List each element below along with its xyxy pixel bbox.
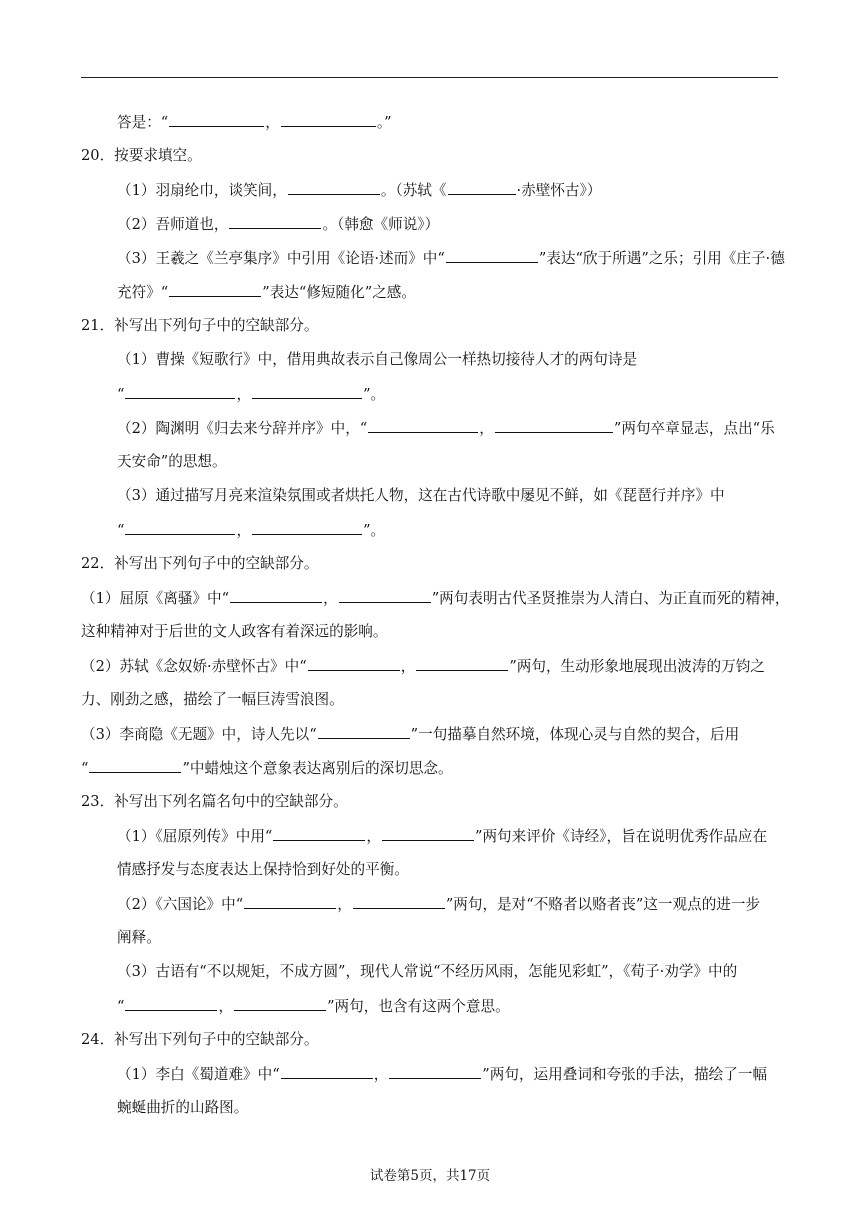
text-line: [81, 622, 387, 642]
text-segment: （1）屈原《离骚》中“: [81, 590, 230, 607]
text-segment: （3）李商隐《无题》中，诗人先以“: [81, 726, 317, 743]
answer-blank[interactable]: [495, 418, 613, 433]
text-line: [81, 690, 344, 710]
text-line: [117, 1098, 248, 1118]
text-line: [117, 248, 785, 269]
text-segment: ，: [400, 658, 416, 675]
text-line: [117, 520, 385, 541]
text-segment: （1）羽扇纶巾，谈笑间，: [117, 182, 287, 199]
text-line: [117, 962, 737, 982]
text-line: [81, 146, 202, 166]
answer-blank[interactable]: [448, 180, 516, 195]
text-segment: ，: [366, 828, 381, 845]
text-segment: 蜿蜒曲折的山路图。: [117, 1099, 249, 1116]
text-segment: ”两句，也含有这两个意思。: [327, 998, 510, 1015]
answer-blank[interactable]: [308, 656, 400, 671]
text-segment: ，: [218, 998, 234, 1015]
answer-blank[interactable]: [125, 520, 235, 535]
answer-blank[interactable]: [382, 826, 474, 841]
text-segment: 答是：“: [117, 114, 169, 131]
answer-blank[interactable]: [446, 248, 538, 263]
text-segment: ·赤壁怀古》）: [516, 182, 602, 199]
text-line: [117, 826, 767, 847]
text-segment: “: [117, 998, 125, 1015]
page-footer: 试卷第5页，共17页: [369, 1168, 491, 1184]
text-segment: （2）陶渊明《归去来兮辞并序》中，“: [117, 420, 368, 437]
text-segment: ”中蜡烛这个意象表达离别后的深切思念。: [182, 760, 453, 777]
text-segment: ”。: [363, 522, 386, 539]
text-segment: ，: [236, 386, 252, 403]
text-segment: ”两句表明古代圣贤推崇为人清白、为正直而死的精神，: [431, 590, 790, 607]
text-line: [117, 894, 760, 915]
text-segment: （2）吾师道也，: [117, 216, 229, 233]
text-segment: ，: [479, 420, 494, 437]
text-segment: （2）《六国论》中“: [117, 896, 244, 913]
text-segment: ”表达“修短随化”之感。: [262, 284, 416, 301]
text-segment: ”两句来评价《诗经》，旨在说明优秀作品应在: [475, 828, 768, 845]
answer-blank[interactable]: [244, 894, 336, 909]
text-line: [117, 452, 227, 472]
text-segment: （1）曹操《短歌行》中，借用典故表示自己像周公一样热切接待人才的两句诗是: [117, 351, 638, 368]
text-line: [117, 486, 725, 506]
text-segment: （1）《屈原列传》中用“: [117, 828, 273, 845]
text-segment: （1）李白《蜀道难》中“: [117, 1066, 280, 1083]
text-segment: ”一句描摹自然环境，体现心灵与自然的契合，后用: [410, 726, 740, 743]
text-line: [117, 112, 392, 133]
text-segment: 。（苏轼《: [380, 182, 447, 199]
text-line: [117, 214, 439, 235]
text-line: [117, 180, 601, 201]
text-line: [117, 860, 409, 880]
answer-blank[interactable]: [125, 384, 235, 399]
text-line: [81, 724, 739, 745]
answer-blank[interactable]: [368, 418, 478, 433]
text-segment: 天安命”的思想。: [117, 453, 227, 470]
answer-blank[interactable]: [273, 826, 365, 841]
answer-blank[interactable]: [252, 520, 362, 535]
text-segment: ”表达“欣于所遇”之乐；引用《庄子·德: [538, 250, 785, 267]
text-segment: （3）王羲之《兰亭集序》中引用《论语·述而》中“: [117, 250, 445, 267]
answer-blank[interactable]: [169, 282, 261, 297]
text-line: [81, 1030, 318, 1050]
answer-blank[interactable]: [234, 996, 326, 1011]
text-segment: （3）古语有“不以规矩，不成方圆”，现代人常说“不经历风雨，怎能见彩虹”，《荀子·劝学》中的: [117, 963, 738, 980]
answer-blank[interactable]: [125, 996, 217, 1011]
text-segment: ，: [265, 114, 280, 131]
text-segment: 。（韩愈《师说》）: [322, 216, 440, 233]
text-segment: ”两句，运用叠词和夸张的手法，描绘了一幅: [482, 1066, 768, 1083]
answer-blank[interactable]: [281, 1064, 373, 1079]
text-line: [81, 758, 453, 779]
answer-blank[interactable]: [318, 724, 410, 739]
text-line: [117, 928, 161, 948]
answer-blank[interactable]: [288, 180, 380, 195]
answer-blank[interactable]: [229, 214, 321, 229]
text-segment: “: [117, 386, 125, 403]
header-rule: [81, 77, 778, 78]
text-line: [117, 418, 775, 439]
answer-blank[interactable]: [169, 112, 264, 127]
text-segment: （2）苏轼《念奴娇·赤壁怀古》中“: [81, 658, 307, 675]
text-line: [81, 588, 789, 609]
text-segment: 力、刚劲之感，描绘了一幅巨涛雪浪图。: [81, 691, 344, 708]
text-line: [81, 554, 318, 574]
text-segment: ”两句卒章显志，点出“乐: [613, 420, 775, 437]
text-line: [117, 282, 416, 303]
text-segment: ，: [373, 1066, 389, 1083]
text-line: [81, 316, 318, 336]
text-line: [117, 350, 637, 370]
text-segment: 21．补写出下列句子中的空缺部分。: [81, 317, 319, 334]
text-segment: ”两句，生动形象地展现出波涛的万钧之: [509, 658, 765, 675]
text-segment: 。”: [376, 114, 392, 131]
text-segment: 20．按要求填空。: [81, 147, 202, 164]
answer-blank[interactable]: [353, 894, 445, 909]
text-segment: ，: [323, 590, 338, 607]
text-segment: 阐释。: [117, 929, 161, 946]
text-segment: 这种精神对于后世的文人政客有着深远的影响。: [81, 623, 388, 640]
text-line: [117, 384, 385, 405]
text-line: [81, 792, 348, 812]
text-segment: 充符》“: [117, 284, 169, 301]
text-segment: 情感抒发与态度表达上保持恰到好处的平衡。: [117, 861, 409, 878]
text-segment: 22．补写出下列句子中的空缺部分。: [81, 555, 319, 572]
text-segment: 23．补写出下列名篇名句中的空缺部分。: [81, 793, 348, 810]
text-line: [81, 656, 765, 677]
text-segment: “: [117, 522, 125, 539]
answer-blank[interactable]: [252, 384, 362, 399]
text-segment: “: [81, 760, 89, 777]
text-segment: ”两句，是对“不赂者以赂者丧”这一观点的进一步: [445, 896, 761, 913]
text-segment: （3）通过描写月亮来渲染氛围或者烘托人物，这在古代诗歌中屡见不鲜，如《琵琶行并序》中: [117, 487, 725, 504]
text-line: [117, 1064, 767, 1085]
answer-blank[interactable]: [89, 758, 181, 773]
answer-blank[interactable]: [230, 588, 322, 603]
answer-blank[interactable]: [339, 588, 431, 603]
text-segment: 24．补写出下列句子中的空缺部分。: [81, 1031, 319, 1048]
text-segment: ，: [236, 522, 252, 539]
answer-blank[interactable]: [416, 656, 508, 671]
text-line: [117, 996, 510, 1017]
text-segment: ，: [337, 896, 352, 913]
answer-blank[interactable]: [389, 1064, 481, 1079]
answer-blank[interactable]: [281, 112, 376, 127]
text-segment: ”。: [363, 386, 386, 403]
